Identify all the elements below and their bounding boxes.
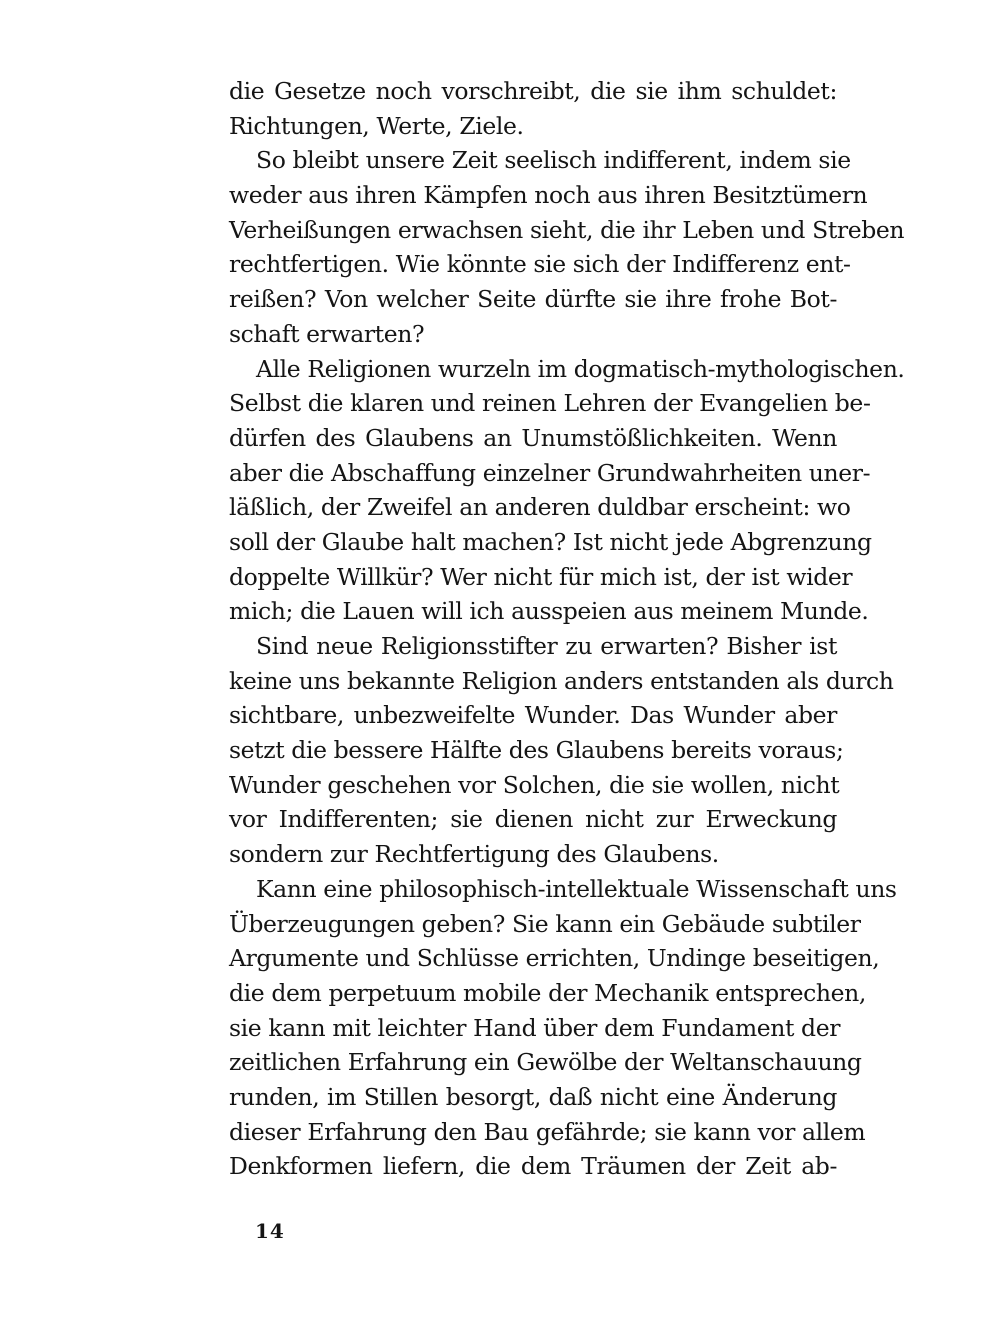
text-line: läßlich, der Zweifel an anderen duldbar erscheint: wo <box>229 493 851 522</box>
text-line: mich; die Lauen will ich ausspeien aus meinem Munde. <box>229 597 869 626</box>
text-line: Wunder geschehen vor Solchen, die sie wollen, nicht <box>229 770 840 799</box>
text-line: soll der Glaube halt machen? Ist nicht jede Abgrenzung <box>229 527 872 556</box>
text-line: Argumente und Schlüsse errichten, Undinge beseitigen, <box>229 944 880 973</box>
body-text <box>229 74 905 1184</box>
text-line: Denkformen liefern, die dem Träumen der Zeit ab- <box>229 1152 837 1181</box>
text-line: Kann eine philosophisch-intellektuale Wissenschaft uns <box>256 874 897 903</box>
page-number: 14 <box>255 1219 285 1243</box>
text-line: keine uns bekannte Religion anders entstanden als durch <box>229 666 894 695</box>
text-line: schaft erwarten? <box>229 319 425 348</box>
text-line: Richtungen, Werte, Ziele. <box>229 111 524 140</box>
text-line: runden, im Stillen besorgt, daß nicht eine Änderung <box>229 1082 837 1111</box>
text-line: vor Indifferenten; sie dienen nicht zur Erweckung <box>229 805 837 834</box>
text-line: aber die Abschaffung einzelner Grundwahrheiten uner- <box>229 458 871 487</box>
text-line: sie kann mit leichter Hand über dem Fundament der <box>229 1013 841 1042</box>
text-line: die dem perpetuum mobile der Mechanik entsprechen, <box>229 978 866 1007</box>
text-line: sichtbare, unbezweifelte Wunder. Das Wunder aber <box>229 701 837 730</box>
text-line: doppelte Willkür? Wer nicht für mich ist, der ist wider <box>229 562 853 591</box>
text-line: Alle Religionen wurzeln im dogmatisch-mythologischen. <box>256 354 905 383</box>
text-line: Verheißungen erwachsen sieht, die ihr Leben und Streben <box>229 215 905 244</box>
text-line: Überzeugungen geben? Sie kann ein Gebäude subtiler <box>229 909 861 938</box>
text-line: dieser Erfahrung den Bau gefährde; sie kann vor allem <box>229 1117 866 1146</box>
text-line: reißen? Von welcher Seite dürfte sie ihre frohe Bot- <box>229 285 837 314</box>
text-line: Selbst die klaren und reinen Lehren der Evangelien be- <box>229 389 871 418</box>
text-line: setzt die bessere Hälfte des Glaubens bereits voraus; <box>229 736 844 765</box>
text-line: weder aus ihren Kämpfen noch aus ihren Besitztümern <box>229 181 868 210</box>
text-line: So bleibt unsere Zeit seelisch indifferent, indem sie <box>256 146 851 175</box>
text-line: dürfen des Glaubens an Unumstößlichkeiten. Wenn <box>229 423 837 452</box>
text-line: die Gesetze noch vorschreibt, die sie ihm schuldet: <box>229 77 837 105</box>
text-line: sondern zur Rechtfertigung des Glaubens. <box>229 840 719 869</box>
text-line: Sind neue Religionsstifter zu erwarten? Bisher ist <box>256 632 837 660</box>
text-line: zeitlichen Erfahrung ein Gewölbe der Weltanschauung <box>229 1048 862 1077</box>
text-line: rechtfertigen. Wie könnte sie sich der Indifferenz ent- <box>229 250 851 279</box>
